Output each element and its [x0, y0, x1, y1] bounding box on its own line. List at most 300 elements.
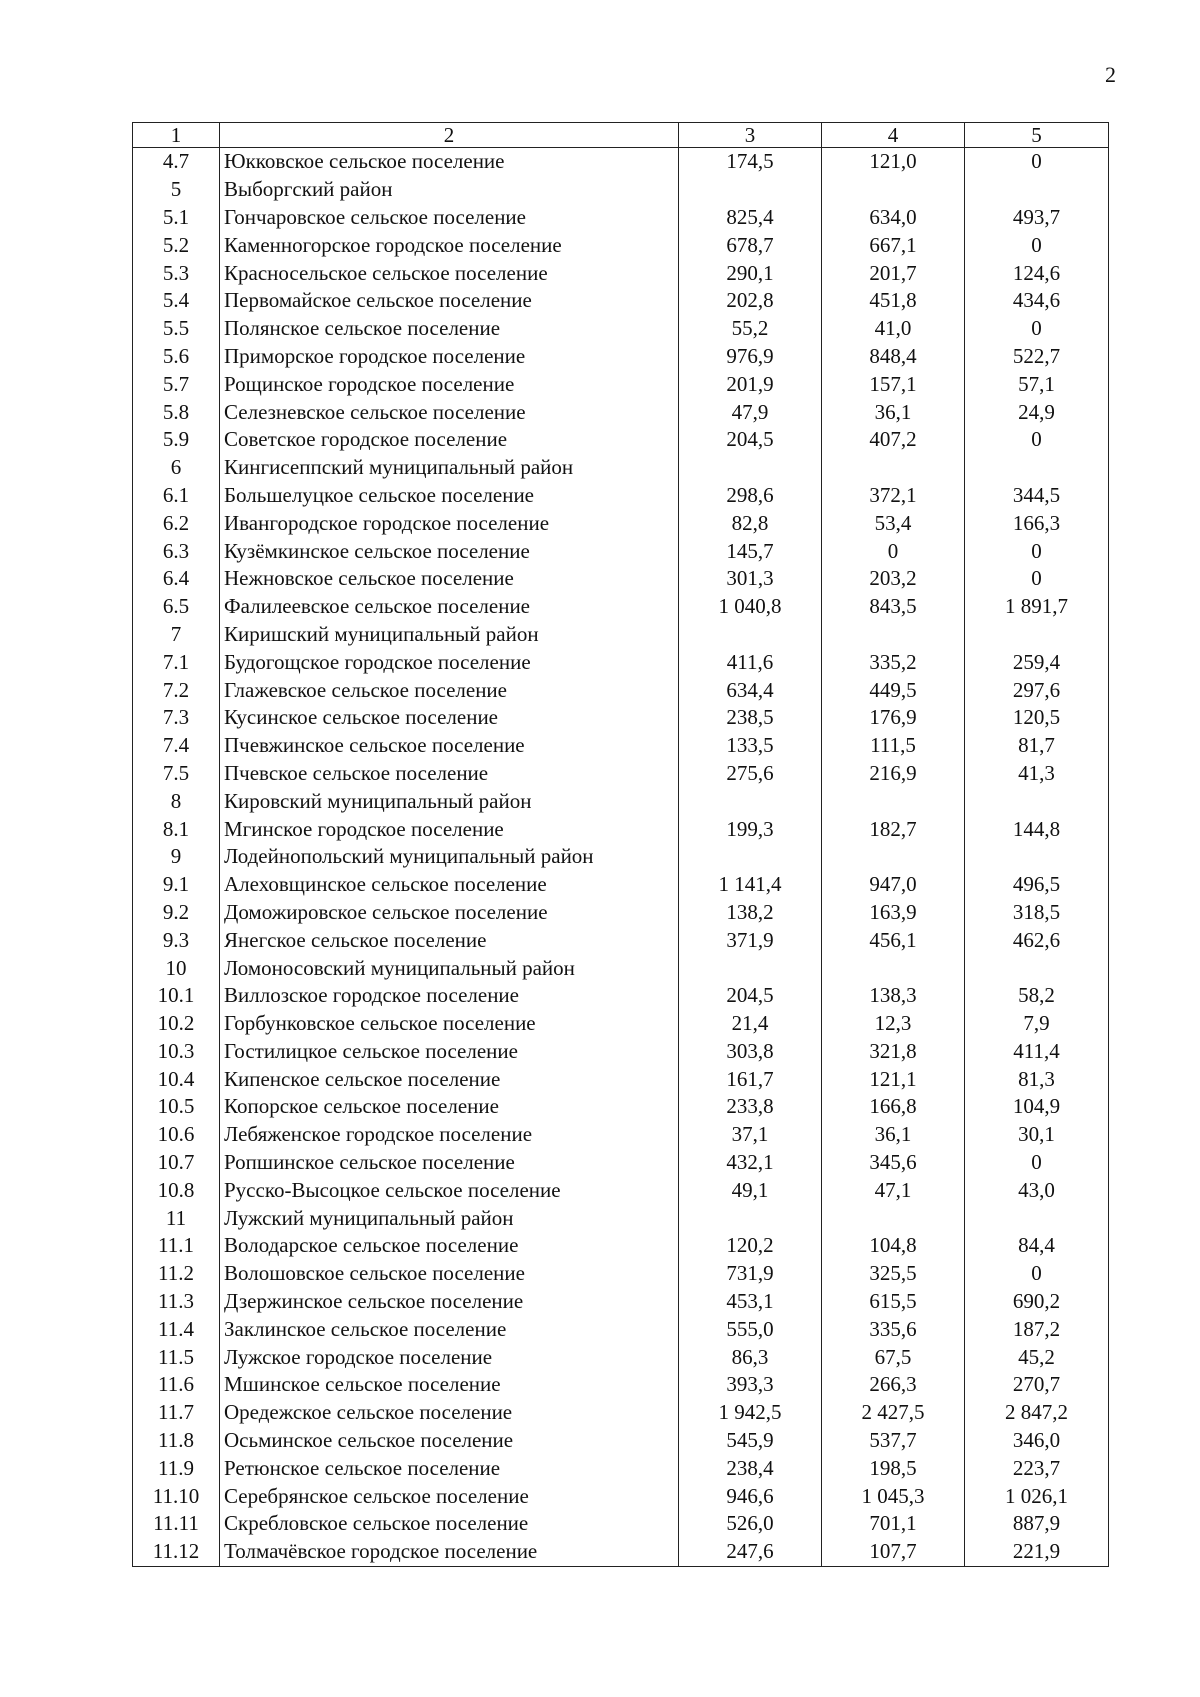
settlement-name: Киришский муниципальный район [220, 621, 679, 649]
value-col-4: 266,3 [822, 1371, 965, 1399]
value-col-5: 434,6 [965, 287, 1109, 315]
value-col-4 [822, 954, 965, 982]
row-number: 10.3 [133, 1038, 220, 1066]
value-col-5: 1 891,7 [965, 593, 1109, 621]
table-row [133, 843, 1109, 871]
settlement-name: Ломоносовский муниципальный район [220, 954, 679, 982]
settlement-name: Оредежское сельское поселение [220, 1399, 679, 1427]
value-col-4: 166,8 [822, 1093, 965, 1121]
settlement-name: Большелуцкое сельское поселение [220, 482, 679, 510]
value-col-3: 138,2 [679, 899, 822, 927]
row-number: 8.1 [133, 815, 220, 843]
value-col-4: 176,9 [822, 704, 965, 732]
row-number: 9.3 [133, 926, 220, 954]
row-number: 10.5 [133, 1093, 220, 1121]
value-col-3: 303,8 [679, 1038, 822, 1066]
settlement-name: Лужское городское поселение [220, 1343, 679, 1371]
settlement-name: Советское городское поселение [220, 426, 679, 454]
settlement-name: Кипенское сельское поселение [220, 1065, 679, 1093]
value-col-5: 270,7 [965, 1371, 1109, 1399]
value-col-4: 53,4 [822, 509, 965, 537]
value-col-5: 0 [965, 565, 1109, 593]
table-row [133, 315, 1109, 343]
table-row [133, 1343, 1109, 1371]
value-col-4: 947,0 [822, 871, 965, 899]
value-col-3: 55,2 [679, 315, 822, 343]
value-col-3 [679, 454, 822, 482]
settlement-name: Полянское сельское поселение [220, 315, 679, 343]
row-number: 6.3 [133, 537, 220, 565]
value-col-3: 393,3 [679, 1371, 822, 1399]
value-col-5: 887,9 [965, 1510, 1109, 1538]
value-col-3: 21,4 [679, 1010, 822, 1038]
value-col-5: 0 [965, 231, 1109, 259]
table-row [133, 1399, 1109, 1427]
value-col-3: 120,2 [679, 1232, 822, 1260]
row-number: 10 [133, 954, 220, 982]
row-number: 7 [133, 621, 220, 649]
value-col-5: 0 [965, 426, 1109, 454]
row-number: 11.10 [133, 1482, 220, 1510]
row-number: 7.5 [133, 760, 220, 788]
value-col-4: 203,2 [822, 565, 965, 593]
table-row [133, 760, 1109, 788]
table-row [133, 509, 1109, 537]
value-col-5: 0 [965, 315, 1109, 343]
value-col-5: 297,6 [965, 676, 1109, 704]
value-col-5: 144,8 [965, 815, 1109, 843]
value-col-4: 47,1 [822, 1176, 965, 1204]
row-number: 5.3 [133, 259, 220, 287]
value-col-5: 187,2 [965, 1315, 1109, 1343]
table-row [133, 593, 1109, 621]
value-col-3: 298,6 [679, 482, 822, 510]
table-row [133, 1538, 1109, 1566]
value-col-4: 1 045,3 [822, 1482, 965, 1510]
settlement-name: Гончаровское сельское поселение [220, 204, 679, 232]
settlement-name: Рощинское городское поселение [220, 370, 679, 398]
value-col-5 [965, 787, 1109, 815]
value-col-3: 238,5 [679, 704, 822, 732]
table-row [133, 1093, 1109, 1121]
value-col-4: 335,6 [822, 1315, 965, 1343]
settlement-name: Лодейнопольский муниципальный район [220, 843, 679, 871]
table-row [133, 176, 1109, 204]
settlement-name: Приморское городское поселение [220, 343, 679, 371]
value-col-4: 157,1 [822, 370, 965, 398]
value-col-3: 976,9 [679, 343, 822, 371]
value-col-4: 36,1 [822, 398, 965, 426]
table-row [133, 259, 1109, 287]
value-col-3: 301,3 [679, 565, 822, 593]
value-col-3: 161,7 [679, 1065, 822, 1093]
row-number: 8 [133, 787, 220, 815]
value-col-5: 1 026,1 [965, 1482, 1109, 1510]
table-row [133, 1510, 1109, 1538]
table-row [133, 1482, 1109, 1510]
table-row [133, 732, 1109, 760]
row-number: 6.5 [133, 593, 220, 621]
value-col-5: 120,5 [965, 704, 1109, 732]
value-col-3 [679, 1204, 822, 1232]
value-col-5 [965, 176, 1109, 204]
value-col-4: 2 427,5 [822, 1399, 965, 1427]
row-number: 11.3 [133, 1288, 220, 1316]
row-number: 5.9 [133, 426, 220, 454]
column-header: 1 [133, 123, 220, 148]
value-col-5: 41,3 [965, 760, 1109, 788]
value-col-4: 372,1 [822, 482, 965, 510]
table-row [133, 426, 1109, 454]
row-number: 9.2 [133, 899, 220, 927]
settlement-name: Русско-Высоцкое сельское поселение [220, 1176, 679, 1204]
row-number: 5.6 [133, 343, 220, 371]
value-col-4: 198,5 [822, 1454, 965, 1482]
value-col-4: 451,8 [822, 287, 965, 315]
value-col-4 [822, 787, 965, 815]
settlement-name: Кингисеппский муниципальный район [220, 454, 679, 482]
settlement-name: Лужский муниципальный район [220, 1204, 679, 1232]
value-col-3: 37,1 [679, 1121, 822, 1149]
value-col-3: 238,4 [679, 1454, 822, 1482]
value-col-3: 86,3 [679, 1343, 822, 1371]
row-number: 5.1 [133, 204, 220, 232]
table-row [133, 926, 1109, 954]
table-row [133, 954, 1109, 982]
value-col-3: 411,6 [679, 648, 822, 676]
row-number: 10.1 [133, 982, 220, 1010]
column-header: 3 [679, 123, 822, 148]
value-col-3: 247,6 [679, 1538, 822, 1566]
row-number: 11.1 [133, 1232, 220, 1260]
value-col-4: 41,0 [822, 315, 965, 343]
value-col-5 [965, 621, 1109, 649]
value-col-5: 45,2 [965, 1343, 1109, 1371]
value-col-4 [822, 621, 965, 649]
table-row [133, 1454, 1109, 1482]
settlement-name: Алеховщинское сельское поселение [220, 871, 679, 899]
table-row [133, 899, 1109, 927]
value-col-5: 43,0 [965, 1176, 1109, 1204]
settlement-name: Лебяженское городское поселение [220, 1121, 679, 1149]
value-col-4: 36,1 [822, 1121, 965, 1149]
value-col-4: 121,1 [822, 1065, 965, 1093]
table-row [133, 1427, 1109, 1455]
table-row [133, 648, 1109, 676]
settlement-name: Каменногорское городское поселение [220, 231, 679, 259]
row-number: 10.8 [133, 1176, 220, 1204]
settlement-name: Скребловское сельское поселение [220, 1510, 679, 1538]
table-row [133, 1149, 1109, 1177]
value-col-4: 345,6 [822, 1149, 965, 1177]
settlement-name: Первомайское сельское поселение [220, 287, 679, 315]
value-col-4: 667,1 [822, 231, 965, 259]
table-row [133, 148, 1109, 176]
value-col-4: 104,8 [822, 1232, 965, 1260]
settlement-name: Будогощское городское поселение [220, 648, 679, 676]
value-col-4: 456,1 [822, 926, 965, 954]
value-col-3: 1 942,5 [679, 1399, 822, 1427]
row-number: 6.4 [133, 565, 220, 593]
row-number: 10.2 [133, 1010, 220, 1038]
row-number: 11.2 [133, 1260, 220, 1288]
table-row [133, 982, 1109, 1010]
row-number: 7.2 [133, 676, 220, 704]
table-row [133, 1121, 1109, 1149]
settlement-name: Кузёмкинское сельское поселение [220, 537, 679, 565]
value-col-4: 0 [822, 537, 965, 565]
settlement-name: Виллозское городское поселение [220, 982, 679, 1010]
column-header: 5 [965, 123, 1109, 148]
value-col-3: 1 040,8 [679, 593, 822, 621]
value-col-3 [679, 787, 822, 815]
value-col-5: 223,7 [965, 1454, 1109, 1482]
value-col-3 [679, 954, 822, 982]
value-col-3: 545,9 [679, 1427, 822, 1455]
value-col-3: 1 141,4 [679, 871, 822, 899]
table-row [133, 1038, 1109, 1066]
value-col-4: 321,8 [822, 1038, 965, 1066]
table-row [133, 1260, 1109, 1288]
settlement-name: Глажевское сельское поселение [220, 676, 679, 704]
value-col-3: 204,5 [679, 982, 822, 1010]
row-number: 11 [133, 1204, 220, 1232]
row-number: 5.5 [133, 315, 220, 343]
value-col-5: 344,5 [965, 482, 1109, 510]
row-number: 11.9 [133, 1454, 220, 1482]
value-col-5: 81,3 [965, 1065, 1109, 1093]
value-col-5: 166,3 [965, 509, 1109, 537]
value-col-5: 0 [965, 537, 1109, 565]
value-col-4: 701,1 [822, 1510, 965, 1538]
row-number: 5.2 [133, 231, 220, 259]
value-col-4: 182,7 [822, 815, 965, 843]
value-col-5: 462,6 [965, 926, 1109, 954]
row-number: 10.7 [133, 1149, 220, 1177]
row-number: 6.2 [133, 509, 220, 537]
value-col-4: 216,9 [822, 760, 965, 788]
row-number: 6.1 [133, 482, 220, 510]
table-row [133, 343, 1109, 371]
value-col-5: 493,7 [965, 204, 1109, 232]
settlement-name: Янегское сельское поселение [220, 926, 679, 954]
settlement-name: Володарское сельское поселение [220, 1232, 679, 1260]
value-col-5: 57,1 [965, 370, 1109, 398]
settlement-name: Серебрянское сельское поселение [220, 1482, 679, 1510]
row-number: 5.4 [133, 287, 220, 315]
settlement-name: Фалилеевское сельское поселение [220, 593, 679, 621]
settlement-name: Юкковское сельское поселение [220, 148, 679, 176]
value-col-3: 82,8 [679, 509, 822, 537]
value-col-3 [679, 621, 822, 649]
value-col-3: 371,9 [679, 926, 822, 954]
row-number: 11.5 [133, 1343, 220, 1371]
value-col-3: 453,1 [679, 1288, 822, 1316]
table-row [133, 1371, 1109, 1399]
settlement-name: Кусинское сельское поселение [220, 704, 679, 732]
table-row [133, 370, 1109, 398]
value-col-4: 107,7 [822, 1538, 965, 1566]
settlement-name: Дзержинское сельское поселение [220, 1288, 679, 1316]
value-col-3: 526,0 [679, 1510, 822, 1538]
value-col-5: 2 847,2 [965, 1399, 1109, 1427]
table-row [133, 287, 1109, 315]
value-col-5: 81,7 [965, 732, 1109, 760]
value-col-3: 202,8 [679, 287, 822, 315]
settlement-name: Селезневское сельское поселение [220, 398, 679, 426]
value-col-5: 346,0 [965, 1427, 1109, 1455]
table-row [133, 871, 1109, 899]
row-number: 9 [133, 843, 220, 871]
value-col-5: 0 [965, 148, 1109, 176]
value-col-5 [965, 843, 1109, 871]
value-col-5: 124,6 [965, 259, 1109, 287]
table-row [133, 231, 1109, 259]
table-row [133, 1288, 1109, 1316]
value-col-5: 30,1 [965, 1121, 1109, 1149]
row-number: 6 [133, 454, 220, 482]
row-number: 7.4 [133, 732, 220, 760]
value-col-3: 133,5 [679, 732, 822, 760]
value-col-4: 634,0 [822, 204, 965, 232]
value-col-3 [679, 843, 822, 871]
table-row [133, 482, 1109, 510]
row-number: 11.6 [133, 1371, 220, 1399]
table-row [133, 398, 1109, 426]
value-col-4: 163,9 [822, 899, 965, 927]
row-number: 11.11 [133, 1510, 220, 1538]
page-number: 2 [1105, 62, 1116, 87]
settlement-name: Пчевское сельское поселение [220, 760, 679, 788]
value-col-4: 111,5 [822, 732, 965, 760]
value-col-3: 145,7 [679, 537, 822, 565]
value-col-5 [965, 954, 1109, 982]
value-col-3: 201,9 [679, 370, 822, 398]
table-row [133, 1176, 1109, 1204]
value-col-4 [822, 1204, 965, 1232]
value-col-5: 0 [965, 1149, 1109, 1177]
value-col-4: 848,4 [822, 343, 965, 371]
row-number: 11.8 [133, 1427, 220, 1455]
settlement-name: Доможировское сельское поселение [220, 899, 679, 927]
value-col-4 [822, 843, 965, 871]
column-header: 4 [822, 123, 965, 148]
value-col-4: 407,2 [822, 426, 965, 454]
value-col-5: 221,9 [965, 1538, 1109, 1566]
table-row [133, 676, 1109, 704]
value-col-3: 634,4 [679, 676, 822, 704]
value-col-5: 7,9 [965, 1010, 1109, 1038]
value-col-3: 199,3 [679, 815, 822, 843]
value-col-3: 731,9 [679, 1260, 822, 1288]
value-col-3: 49,1 [679, 1176, 822, 1204]
row-number: 11.12 [133, 1538, 220, 1566]
table-row [133, 565, 1109, 593]
row-number: 7.3 [133, 704, 220, 732]
row-number: 4.7 [133, 148, 220, 176]
value-col-5: 58,2 [965, 982, 1109, 1010]
value-col-3: 555,0 [679, 1315, 822, 1343]
table-row [133, 1065, 1109, 1093]
row-number: 5.7 [133, 370, 220, 398]
settlement-name: Выборгский район [220, 176, 679, 204]
settlement-name: Кировский муниципальный район [220, 787, 679, 815]
value-col-4: 67,5 [822, 1343, 965, 1371]
settlement-name: Осьминское сельское поселение [220, 1427, 679, 1455]
value-col-5 [965, 454, 1109, 482]
table-header-row [133, 123, 1109, 148]
table-body [133, 148, 1109, 1567]
value-col-4 [822, 454, 965, 482]
settlement-name: Толмачёвское городское поселение [220, 1538, 679, 1566]
value-col-4 [822, 176, 965, 204]
value-col-5: 496,5 [965, 871, 1109, 899]
table-row [133, 1232, 1109, 1260]
settlement-name: Пчевжинское сельское поселение [220, 732, 679, 760]
table-row [133, 1315, 1109, 1343]
row-number: 11.7 [133, 1399, 220, 1427]
value-col-3: 275,6 [679, 760, 822, 788]
value-col-5 [965, 1204, 1109, 1232]
row-number: 9.1 [133, 871, 220, 899]
value-col-4: 325,5 [822, 1260, 965, 1288]
value-col-3: 174,5 [679, 148, 822, 176]
table-row [133, 787, 1109, 815]
value-col-3: 47,9 [679, 398, 822, 426]
budget-table [132, 122, 1109, 1567]
table-row [133, 1204, 1109, 1232]
value-col-4: 449,5 [822, 676, 965, 704]
settlement-name: Заклинское сельское поселение [220, 1315, 679, 1343]
value-col-5: 259,4 [965, 648, 1109, 676]
row-number: 11.4 [133, 1315, 220, 1343]
settlement-name: Копорское сельское поселение [220, 1093, 679, 1121]
settlement-name: Красносельское сельское поселение [220, 259, 679, 287]
row-number: 10.4 [133, 1065, 220, 1093]
row-number: 5 [133, 176, 220, 204]
value-col-5: 104,9 [965, 1093, 1109, 1121]
settlement-name: Мшинское сельское поселение [220, 1371, 679, 1399]
settlement-name: Ретюнское сельское поселение [220, 1454, 679, 1482]
settlement-name: Ивангородское городское поселение [220, 509, 679, 537]
value-col-3: 233,8 [679, 1093, 822, 1121]
value-col-5: 690,2 [965, 1288, 1109, 1316]
table-row [133, 815, 1109, 843]
row-number: 5.8 [133, 398, 220, 426]
value-col-4: 121,0 [822, 148, 965, 176]
value-col-5: 24,9 [965, 398, 1109, 426]
value-col-3 [679, 176, 822, 204]
value-col-5: 522,7 [965, 343, 1109, 371]
table-row [133, 704, 1109, 732]
column-header: 2 [220, 123, 679, 148]
value-col-5: 84,4 [965, 1232, 1109, 1260]
table-row [133, 204, 1109, 232]
value-col-3: 825,4 [679, 204, 822, 232]
settlement-name: Гостилицкое сельское поселение [220, 1038, 679, 1066]
settlement-name: Мгинское городское поселение [220, 815, 679, 843]
value-col-3: 678,7 [679, 231, 822, 259]
value-col-4: 335,2 [822, 648, 965, 676]
settlement-name: Ропшинское сельское поселение [220, 1149, 679, 1177]
value-col-3: 946,6 [679, 1482, 822, 1510]
settlement-name: Волошовское сельское поселение [220, 1260, 679, 1288]
value-col-4: 843,5 [822, 593, 965, 621]
value-col-3: 432,1 [679, 1149, 822, 1177]
value-col-5: 411,4 [965, 1038, 1109, 1066]
value-col-4: 537,7 [822, 1427, 965, 1455]
table-row [133, 1010, 1109, 1038]
